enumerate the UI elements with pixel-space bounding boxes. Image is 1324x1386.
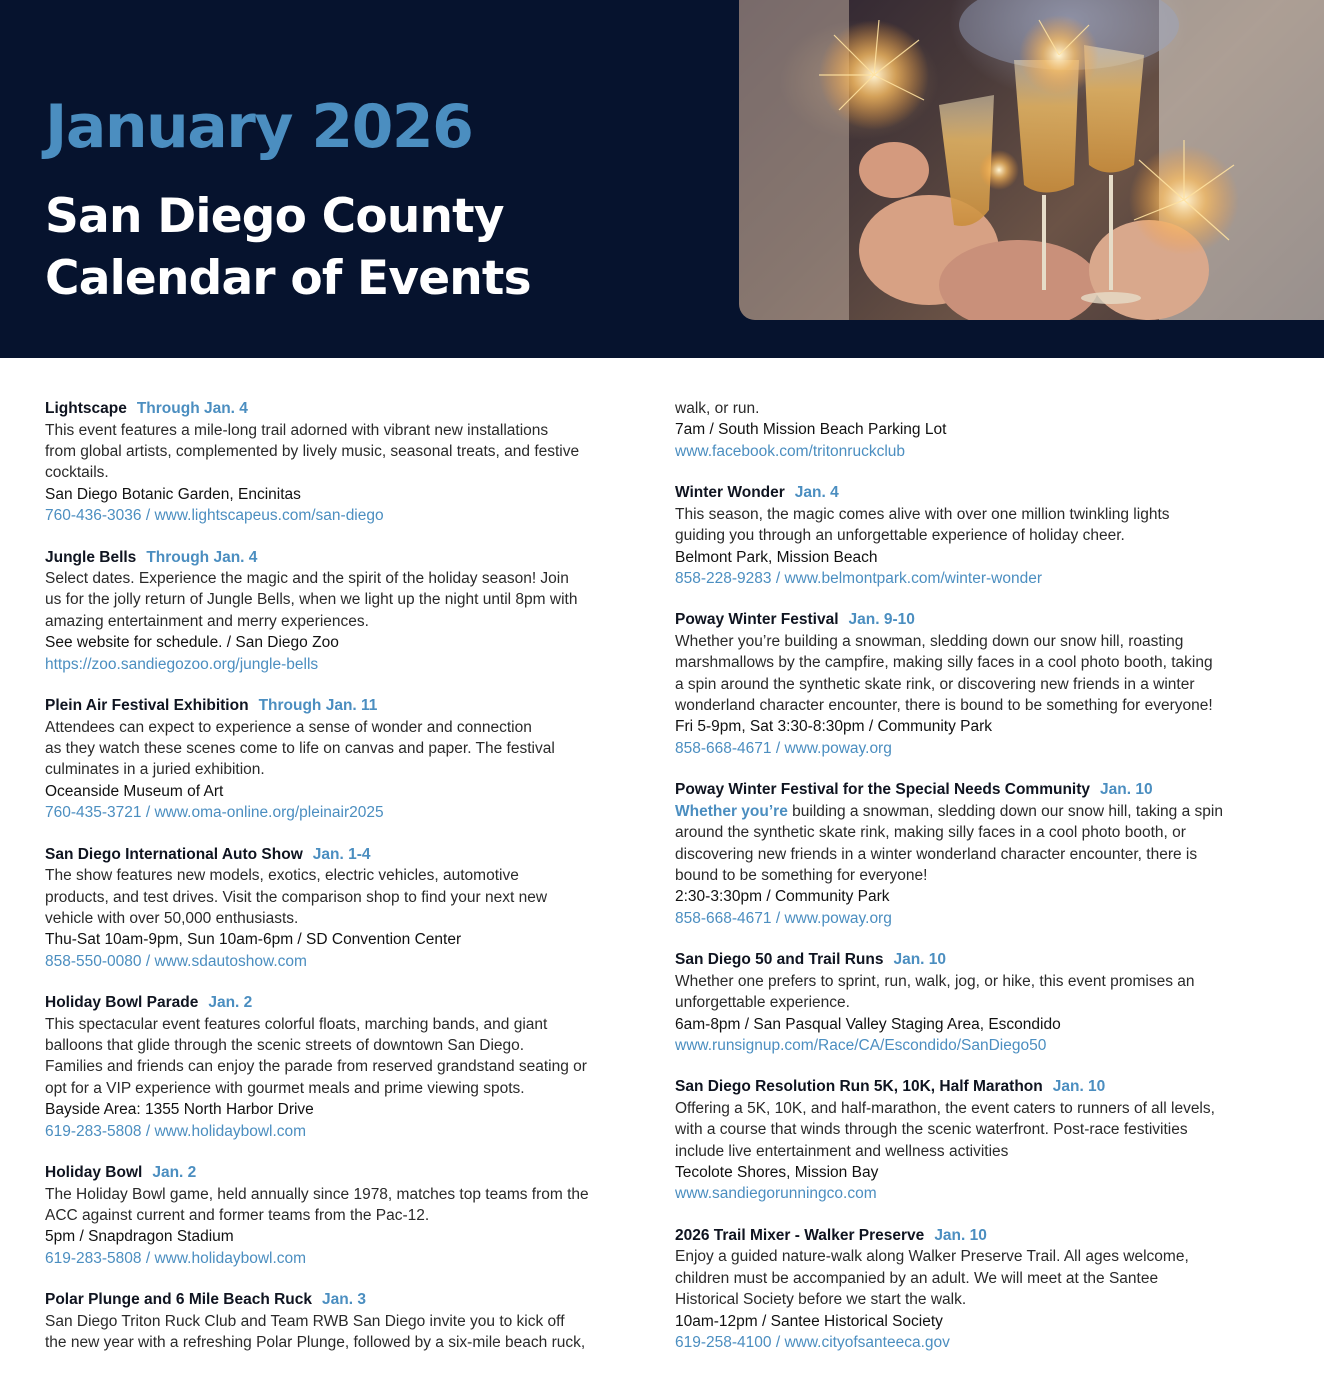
event-heading bbox=[675, 609, 1285, 631]
event-location: 5pm / Snapdragon Stadium bbox=[45, 1228, 234, 1246]
event-san-diego-resolution-run-5k-10k-half-marathon bbox=[675, 1076, 1285, 1205]
event-name: Winter Wonder bbox=[675, 484, 785, 502]
event-description-line: Whether one prefers to sprint, run, walk, jog, or hike, this event promises an bbox=[675, 972, 1195, 990]
event-polar-plunge-and-6-mile-beach-ruck bbox=[45, 1289, 655, 1353]
event-name: Poway Winter Festival bbox=[675, 611, 839, 629]
event-name: San Diego 50 and Trail Runs bbox=[675, 951, 884, 969]
event-description-line: San Diego Triton Ruck Club and Team RWB San Diego invite you to kick off bbox=[45, 1312, 565, 1330]
event-name: Polar Plunge and 6 Mile Beach Ruck bbox=[45, 1291, 313, 1309]
event-poway-winter-festival-for-the-special-needs-community bbox=[675, 779, 1285, 929]
event-name: Jungle Bells bbox=[45, 548, 137, 566]
event-name: San Diego International Auto Show bbox=[45, 845, 303, 863]
event-location: San Diego Botanic Garden, Encinitas bbox=[45, 485, 301, 503]
event-plein-air-festival-exhibition bbox=[45, 695, 655, 824]
description-text: building a snowman, sledding down our snow hill, taking a spin bbox=[787, 802, 1223, 820]
event-description-line bbox=[675, 801, 1285, 822]
title-line-2: Calendar of Events bbox=[45, 251, 531, 306]
event-name: Lightscape bbox=[45, 400, 127, 417]
event-location: Fri 5-9pm, Sat 3:30-8:30pm / Community Park bbox=[675, 718, 993, 736]
event-heading bbox=[45, 547, 655, 569]
event-description-line: marshmallows by the campfire, making silly faces in a cool photo booth, taking bbox=[675, 654, 1213, 672]
event-date: Jan. 10 bbox=[1052, 1078, 1106, 1096]
event-description-line: Whether you’re building a snowman, sledding down our snow hill, roasting bbox=[675, 632, 1184, 650]
event-contact-link[interactable]: 760-436-3036 / www.lightscapeus.com/san-diego bbox=[45, 507, 384, 525]
event-date: Through Jan. 4 bbox=[146, 548, 258, 566]
event-description-line: The show features new models, exotics, electric vehicles, automotive bbox=[45, 867, 519, 885]
events-column-left bbox=[45, 398, 655, 1374]
event-poway-winter-festival bbox=[675, 609, 1285, 759]
event-description-line: from global artists, complemented by lively music, seasonal treats, and festive bbox=[45, 442, 580, 460]
event-date: Jan. 1-4 bbox=[312, 845, 371, 863]
event-location: Bayside Area: 1355 North Harbor Drive bbox=[45, 1101, 314, 1119]
event-contact-link[interactable]: 858-550-0080 / www.sdautoshow.com bbox=[45, 952, 307, 970]
page-title bbox=[45, 186, 531, 310]
event-date: Jan. 10 bbox=[893, 951, 947, 969]
event-date: Jan. 2 bbox=[208, 994, 253, 1012]
event-description-line: guiding you through an unforgettable experience of holiday cheer. bbox=[675, 527, 1125, 545]
event-contact-link[interactable]: 619-283-5808 / www.holidaybowl.com bbox=[45, 1122, 307, 1140]
event-description-line: This event features a mile-long trail adorned with vibrant new installations bbox=[45, 421, 549, 439]
event-description-line: the new year with a refreshing Polar Plunge, followed by a six-mile beach ruck, bbox=[45, 1334, 586, 1352]
event-heading bbox=[675, 779, 1285, 801]
event-location: 10am-12pm / Santee Historical Society bbox=[675, 1312, 943, 1330]
event-heading bbox=[45, 992, 655, 1014]
event-description-line: amazing entertainment and merry experiences. bbox=[45, 612, 369, 630]
event-description-line: a spin around the synthetic skate rink, or discovering new friends in a winter bbox=[675, 675, 1195, 693]
event-description-line: This season, the magic comes alive with over one million twinkling lights bbox=[675, 505, 1170, 523]
event-description-line: as they watch these scenes come to life on canvas and paper. The festival bbox=[45, 739, 555, 757]
event-holiday-bowl bbox=[45, 1162, 655, 1269]
event-description-line: The Holiday Bowl game, held annually since 1978, matches top teams from the bbox=[45, 1185, 589, 1203]
event-name: Holiday Bowl bbox=[45, 1164, 143, 1182]
event-heading bbox=[45, 398, 655, 420]
event-location: Thu-Sat 10am-9pm, Sun 10am-6pm / SD Convention Center bbox=[45, 931, 462, 949]
event-description-line: us for the jolly return of Jungle Bells, when we light up the night until 8pm with bbox=[45, 591, 578, 609]
event-contact-link[interactable]: 619-283-5808 / www.holidaybowl.com bbox=[45, 1249, 307, 1267]
event-contact-link[interactable]: www.sandiegorunningco.com bbox=[675, 1185, 877, 1203]
event-description-line: ACC against current and former teams from the Pac-12. bbox=[45, 1206, 430, 1224]
event-location: 2:30-3:30pm / Community Park bbox=[675, 888, 890, 906]
event-heading bbox=[45, 844, 655, 866]
event-contact-link[interactable]: https://zoo.sandiegozoo.org/jungle-bells bbox=[45, 655, 319, 673]
event-description-line: include live entertainment and wellness activities bbox=[675, 1142, 1009, 1160]
event-description-line: balloons that glide through the scenic streets of downtown San Diego. bbox=[45, 1037, 525, 1055]
event-contact-link[interactable]: 760-435-3721 / www.oma-online.org/pleinair2025 bbox=[45, 804, 384, 822]
events-column-right bbox=[675, 398, 1285, 1373]
event-heading bbox=[45, 1289, 655, 1311]
event-jungle-bells bbox=[45, 547, 655, 676]
event-san-diego-50-and-trail-runs bbox=[675, 949, 1285, 1056]
event-location: Tecolote Shores, Mission Bay bbox=[675, 1164, 879, 1182]
event-description-line: Historical Society before we start the walk. bbox=[675, 1291, 967, 1309]
event-name: Poway Winter Festival for the Special Needs Community bbox=[675, 781, 1091, 799]
event-description-line: around the synthetic skate rink, making silly faces in a cool photo booth, or bbox=[675, 824, 1186, 842]
event-contact-link[interactable]: www.runsignup.com/Race/CA/Escondido/SanDiego50 bbox=[675, 1036, 1047, 1054]
event-contact-link[interactable]: www.facebook.com/tritonruckclub bbox=[675, 442, 906, 460]
event-contact-link[interactable]: 619-258-4100 / www.cityofsanteeca.gov bbox=[675, 1334, 950, 1351]
event-description-line: opt for a VIP experience with gourmet meals and prime viewing spots. bbox=[45, 1079, 525, 1097]
event-location: See website for schedule. / San Diego Zoo bbox=[45, 634, 339, 652]
header-banner bbox=[0, 0, 1324, 358]
event-description-line: bound to be something for everyone! bbox=[675, 867, 928, 884]
event-location: Belmont Park, Mission Beach bbox=[675, 548, 878, 566]
event-date: Jan. 10 bbox=[934, 1226, 987, 1244]
event-description-line: culminates in a juried exhibition. bbox=[45, 761, 265, 779]
event-description-line: Families and friends can enjoy the parade from reserved grandstand seating or bbox=[45, 1058, 587, 1076]
event-lightscape bbox=[45, 398, 655, 527]
event-description-line: children must be accompanied by an adult. We will meet at the Santee bbox=[675, 1269, 1159, 1287]
event-description-line: Enjoy a guided nature-walk along Walker Preserve Trail. All ages welcome, bbox=[675, 1248, 1189, 1266]
event-contact-link[interactable]: 858-668-4671 / www.poway.org bbox=[675, 909, 892, 927]
event-date: Jan. 2 bbox=[152, 1164, 197, 1182]
event-name: 2026 Trail Mixer - Walker Preserve bbox=[675, 1226, 925, 1244]
event-description-line: This spectacular event features colorful floats, marching bands, and giant bbox=[45, 1015, 548, 1033]
event-description-line: unforgettable experience. bbox=[675, 994, 850, 1012]
event-date: Through Jan. 4 bbox=[136, 400, 248, 417]
event-heading bbox=[45, 1162, 655, 1184]
event-description-line: discovering new friends in a winter wonderland character encounter, there is bbox=[675, 845, 1198, 863]
event-location: 6am-8pm / San Pasqual Valley Staging Area, Escondido bbox=[675, 1015, 1061, 1033]
event-date: Through Jan. 11 bbox=[258, 697, 378, 715]
event-date: Jan. 10 bbox=[1100, 781, 1153, 799]
event-heading bbox=[675, 1076, 1285, 1098]
event-location: Oceanside Museum of Art bbox=[45, 782, 224, 800]
event-date: Jan. 9-10 bbox=[848, 611, 915, 629]
event-contact-link[interactable]: 858-228-9283 / www.belmontpark.com/winter-wonder bbox=[675, 569, 1043, 587]
description-accent: Whether you’re bbox=[675, 802, 788, 820]
event-description-line: wonderland character encounter, there is bound to be something for everyone! bbox=[675, 697, 1213, 715]
event-description-line: vehicle with over 50,000 enthusiasts. bbox=[45, 909, 299, 927]
event-heading bbox=[45, 695, 655, 717]
event-heading bbox=[675, 1225, 1285, 1247]
event-description-line: cocktails. bbox=[45, 464, 109, 482]
event-description-line: Select dates. Experience the magic and the spirit of the holiday season! Join bbox=[45, 570, 569, 588]
event-description-line: with a course that winds through the scenic waterfront. Post-race festivities bbox=[675, 1121, 1188, 1139]
event-continued bbox=[675, 398, 1285, 462]
event-date: Jan. 3 bbox=[322, 1291, 366, 1309]
event-heading bbox=[675, 949, 1285, 971]
sparkler-toast-illustration bbox=[739, 0, 1324, 320]
event-san-diego-international-auto-show bbox=[45, 844, 655, 973]
event-name: San Diego Resolution Run 5K, 10K, Half Marathon bbox=[675, 1078, 1043, 1096]
event-2026-trail-mixer-walker-preserve bbox=[675, 1225, 1285, 1354]
month-heading: January 2026 bbox=[45, 92, 473, 162]
event-description-line: walk, or run. bbox=[675, 400, 760, 417]
event-name: Plein Air Festival Exhibition bbox=[45, 697, 249, 715]
event-location: 7am / South Mission Beach Parking Lot bbox=[675, 421, 947, 439]
event-winter-wonder bbox=[675, 482, 1285, 589]
title-line-1: San Diego County bbox=[45, 189, 504, 244]
event-description-line: Offering a 5K, 10K, and half-marathon, the event caters to runners of all levels, bbox=[675, 1099, 1215, 1117]
event-date: Jan. 4 bbox=[794, 484, 839, 502]
event-contact-link[interactable]: 858-668-4671 / www.poway.org bbox=[675, 739, 892, 757]
event-description-line: Attendees can expect to experience a sense of wonder and connection bbox=[45, 718, 532, 736]
celebration-photo bbox=[739, 0, 1324, 320]
event-name: Holiday Bowl Parade bbox=[45, 994, 199, 1012]
event-heading bbox=[675, 482, 1285, 504]
event-description-line: products, and test drives. Visit the comparison shop to find your next new bbox=[45, 888, 548, 906]
event-holiday-bowl-parade bbox=[45, 992, 655, 1142]
